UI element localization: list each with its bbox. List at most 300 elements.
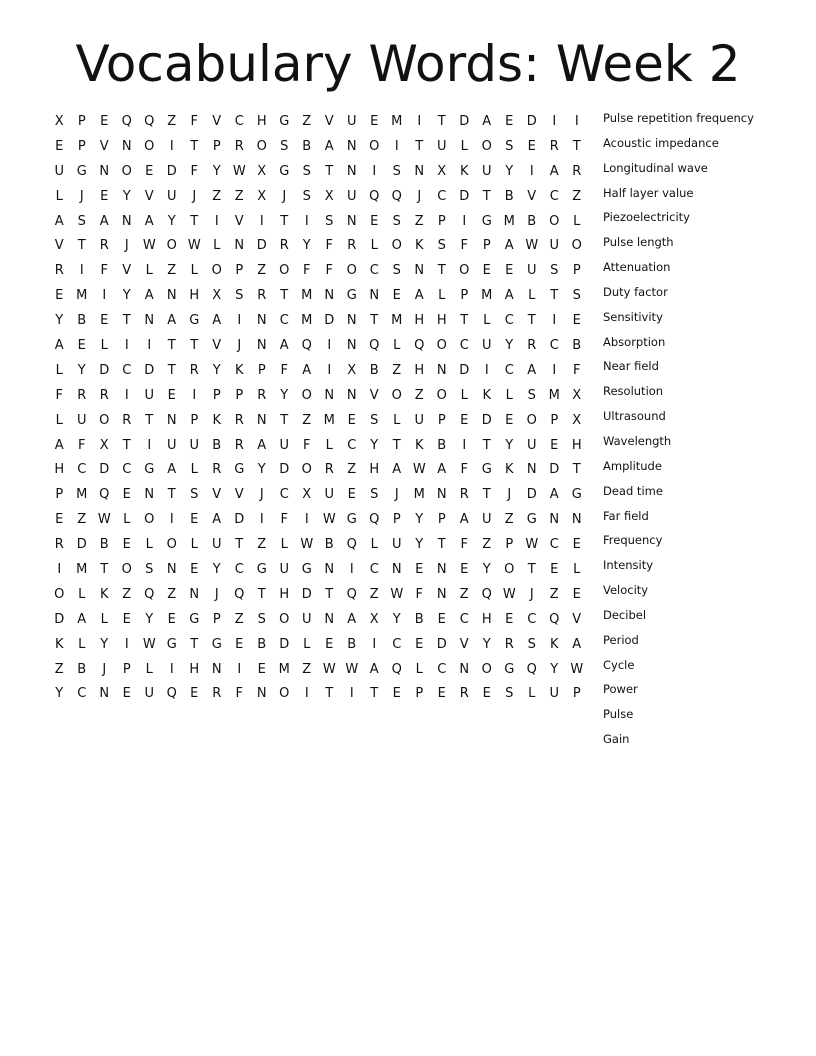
word-list-item: Period [603,632,639,647]
grid-letter: T [145,412,154,428]
grid-letter: R [77,387,87,403]
grid-letter: L [280,537,288,553]
grid-letter: T [100,562,109,578]
grid-letter: V [122,263,132,279]
grid-row [48,259,588,284]
grid-letter: F [100,263,108,279]
grid-letter: U [279,562,289,578]
grid-row [48,533,588,558]
grid-letter: E [550,562,559,578]
grid-letter: C [369,263,379,279]
grid-letter: E [505,263,514,279]
grid-letter: Y [482,562,491,578]
grid-letter: A [144,288,154,304]
grid-letter: I [327,338,332,354]
grid-letter: Z [257,263,267,279]
grid-letter: L [55,188,63,204]
grid-letter: C [392,636,402,652]
grid-letter: Q [549,611,560,627]
grid-letter: O [166,238,177,254]
grid-letter: I [304,512,309,528]
grid-letter: D [256,238,267,254]
grid-letter: U [76,412,87,428]
grid-letter: M [76,487,88,503]
grid-letter: E [415,562,424,578]
grid-letter: H [54,462,65,478]
grid-letter: W [525,238,539,254]
grid-letter: E [460,562,469,578]
word-search-grid [48,110,588,707]
grid-letter: U [346,114,357,129]
grid-letter: T [527,313,536,329]
grid-letter: R [122,412,132,428]
grid-letter: V [234,487,244,503]
grid-letter: G [256,562,267,578]
grid-letter: D [99,462,110,478]
grid-letter: F [280,512,288,528]
grid-letter: O [301,387,312,403]
grid-letter: I [169,512,174,528]
word-list-item: Pulse length [603,235,674,250]
grid-letter: N [166,288,177,304]
grid-letter: A [54,338,64,354]
grid-letter: C [504,362,514,378]
grid-letter: O [166,537,177,553]
grid-letter: Y [280,387,289,403]
grid-row [48,334,588,359]
grid-letter: V [572,611,582,627]
grid-letter: F [78,437,86,453]
grid-letter: C [77,686,87,702]
grid-letter: C [437,661,447,677]
grid-letter: C [549,188,559,204]
grid-letter: X [572,412,582,428]
grid-letter: I [169,661,174,677]
grid-letter: Y [167,213,176,229]
grid-letter: S [392,263,401,279]
grid-letter: J [417,188,422,204]
grid-letter: W [187,238,201,254]
grid-letter: P [550,412,559,428]
word-list-item: Wavelength [603,433,672,448]
grid-letter: N [436,562,447,578]
grid-letter: T [437,263,446,279]
grid-letter: E [347,412,356,428]
grid-letter: L [393,338,401,354]
grid-letter: E [190,562,199,578]
grid-letter: N [436,586,447,602]
grid-letter: L [438,288,446,304]
grid-letter: S [145,562,154,578]
grid-letter: N [346,313,357,329]
grid-letter: L [573,562,581,578]
grid-letter: U [54,163,64,179]
word-list-item: Intensity [603,558,654,573]
grid-letter: U [279,437,289,453]
grid-letter: N [369,288,380,304]
grid-letter: V [212,114,222,129]
grid-letter: N [166,412,177,428]
grid-row [48,633,588,658]
grid-letter: Y [505,338,514,354]
grid-letter: T [167,338,176,354]
grid-letter: T [122,313,131,329]
grid-letter: A [527,362,537,378]
grid-letter: O [391,387,402,403]
grid-letter: E [122,537,131,553]
word-list-item: Pulse [603,707,634,722]
grid-letter: P [505,537,514,553]
grid-letter: A [279,338,289,354]
grid-letter: Z [257,537,267,553]
word-list-item: Sensitivity [603,309,663,324]
grid-letter: R [572,163,582,179]
grid-letter: L [573,213,581,229]
grid-letter: L [370,537,378,553]
grid-letter: B [257,636,267,652]
grid-letter: V [459,636,469,652]
grid-letter: R [324,462,334,478]
grid-letter: Z [234,188,244,204]
grid-letter: N [256,338,267,354]
grid-letter: L [55,362,63,378]
grid-letter: X [212,288,222,304]
grid-letter: N [211,661,222,677]
grid-letter: P [235,387,244,403]
grid-letter: Y [257,462,266,478]
grid-letter: N [256,412,267,428]
grid-letter: R [54,263,64,279]
grid-letter: N [414,163,425,179]
grid-letter: D [99,362,110,378]
grid-letter: T [482,188,491,204]
grid-letter: N [144,487,155,503]
grid-letter: L [393,412,401,428]
grid-letter: C [122,362,132,378]
grid-letter: T [325,686,334,702]
grid-letter: I [372,636,377,652]
grid-letter: Q [369,188,380,204]
grid-letter: O [481,138,492,154]
grid-letter: W [322,661,336,677]
grid-letter: B [212,437,222,453]
grid-letter: A [302,362,312,378]
grid-letter: A [212,512,222,528]
grid-letter: E [415,636,424,652]
grid-letter: L [370,238,378,254]
grid-letter: A [482,114,492,129]
grid-letter: A [54,213,64,229]
grid-letter: U [301,611,312,627]
grid-letter: T [190,636,199,652]
grid-letter: D [436,636,447,652]
grid-letter: O [256,138,267,154]
grid-letter: M [76,288,88,304]
grid-letter: L [190,537,198,553]
grid-letter: W [570,661,584,677]
grid-letter: U [481,163,492,179]
grid-letter: T [550,288,559,304]
grid-letter: L [190,263,198,279]
grid-letter: P [437,213,446,229]
grid-letter: R [234,138,244,154]
grid-letter: B [77,313,87,329]
grid-letter: E [167,387,176,403]
grid-letter: Q [234,586,245,602]
grid-letter: W [300,537,314,553]
grid-letter: E [190,512,199,528]
grid-letter: G [571,487,582,503]
grid-letter: G [481,462,492,478]
word-list [603,108,813,754]
grid-letter: M [76,562,88,578]
grid-letter: E [392,686,401,702]
grid-letter: Q [526,661,537,677]
grid-letter: Q [144,586,155,602]
grid-letter: L [528,288,536,304]
grid-letter: U [414,412,424,428]
grid-letter: B [414,611,424,627]
grid-letter: B [527,213,537,229]
grid-letter: L [123,512,131,528]
grid-letter: K [459,163,469,179]
grid-letter: P [190,412,199,428]
grid-letter: G [166,636,177,652]
grid-letter: G [279,114,290,129]
grid-letter: N [99,163,110,179]
grid-letter: I [79,263,84,279]
grid-letter: U [481,338,492,354]
word-list-item: Attenuation [603,260,671,275]
grid-letter: T [280,412,289,428]
grid-letter: W [142,238,156,254]
word-list-item: Frequency [603,533,663,548]
grid-letter: C [527,611,537,627]
grid-letter: N [189,586,200,602]
grid-letter: E [437,686,446,702]
grid-letter: J [192,188,197,204]
grid-letter: S [235,288,244,304]
grid-letter: D [324,313,335,329]
grid-letter: Y [122,288,131,304]
grid-letter: F [460,462,468,478]
grid-letter: W [502,586,516,602]
grid-row [48,483,588,508]
grid-letter: E [572,313,581,329]
grid-letter: P [572,263,581,279]
grid-letter: Z [459,586,469,602]
grid-letter: Q [414,338,425,354]
grid-letter: I [484,362,489,378]
grid-letter: D [459,362,470,378]
word-list-item: Power [603,682,638,697]
grid-letter: P [235,263,244,279]
grid-letter: T [437,114,446,129]
grid-letter: T [235,537,244,553]
grid-letter: E [122,487,131,503]
grid-letter: O [549,213,560,229]
grid-letter: C [549,338,559,354]
grid-letter: G [301,562,312,578]
grid-letter: A [99,213,109,229]
grid-letter: G [234,462,245,478]
grid-letter: C [369,562,379,578]
grid-letter: E [100,313,109,329]
grid-letter: F [303,437,311,453]
grid-letter: M [481,288,493,304]
grid-letter: O [279,686,290,702]
grid-letter: J [529,586,534,602]
grid-letter: D [549,462,560,478]
grid-letter: Y [122,188,131,204]
grid-letter: U [144,387,154,403]
grid-letter: T [482,487,491,503]
grid-letter: I [349,686,354,702]
grid-letter: P [212,387,221,403]
grid-letter: I [372,163,377,179]
grid-letter: K [504,462,514,478]
grid-letter: Y [505,163,514,179]
grid-letter: X [369,611,379,627]
grid-letter: I [237,313,242,329]
grid-letter: J [237,338,242,354]
word-list-item: Absorption [603,334,666,349]
grid-letter: L [325,437,333,453]
grid-letter: F [325,263,333,279]
grid-letter: L [145,661,153,677]
grid-letter: F [460,238,468,254]
grid-letter: N [436,487,447,503]
grid-letter: N [256,313,267,329]
grid-letter: N [549,512,560,528]
grid-letter: X [54,114,64,129]
grid-letter: R [527,338,537,354]
grid-letter: E [77,338,86,354]
grid-letter: H [414,313,425,329]
grid-letter: O [279,263,290,279]
grid-letter: D [301,586,312,602]
grid-letter: D [279,462,290,478]
grid-letter: E [460,412,469,428]
grid-letter: E [347,487,356,503]
grid-letter: A [572,636,582,652]
grid-letter: Q [369,338,380,354]
grid-letter: S [280,138,289,154]
word-list-item: Decibel [603,607,647,622]
grid-letter: Q [346,537,357,553]
grid-letter: W [97,512,111,528]
grid-letter: K [482,387,492,403]
grid-letter: F [235,686,243,702]
grid-letter: E [325,636,334,652]
grid-letter: L [460,387,468,403]
grid-letter: N [324,611,335,627]
grid-letter: A [167,462,177,478]
grid-letter: C [279,313,289,329]
grid-letter: D [279,636,290,652]
grid-letter: Z [234,611,244,627]
grid-letter: P [55,487,64,503]
grid-letter: I [529,163,534,179]
grid-letter: J [102,661,107,677]
grid-letter: C [77,462,87,478]
grid-letter: R [459,686,469,702]
grid-letter: E [100,188,109,204]
grid-letter: G [144,462,155,478]
grid-letter: Z [167,586,177,602]
grid-letter: U [549,686,559,702]
grid-letter: P [415,686,424,702]
grid-letter: L [415,661,423,677]
grid-letter: K [414,437,424,453]
grid-letter: N [346,387,357,403]
grid-letter: F [415,586,423,602]
grid-letter: Y [415,512,424,528]
grid-letter: G [189,611,200,627]
grid-letter: P [482,238,491,254]
grid-letter: C [122,462,132,478]
grid-letter: V [144,188,154,204]
grid-letter: K [212,412,222,428]
grid-letter: R [257,288,267,304]
grid-letter: I [462,213,467,229]
word-list-item: Half layer value [603,185,694,200]
grid-letter: Q [391,188,402,204]
word-list-item: Far field [603,508,649,523]
grid-letter: A [167,313,177,329]
grid-letter: T [415,138,424,154]
grid-letter: Y [370,437,379,453]
grid-letter: R [99,238,109,254]
grid-letter: T [370,686,379,702]
grid-letter: G [211,636,222,652]
grid-letter: I [394,138,399,154]
grid-letter: I [147,338,152,354]
grid-letter: Y [415,537,424,553]
grid-letter: H [256,114,267,129]
grid-letter: C [549,537,559,553]
grid-letter: G [504,661,515,677]
grid-letter: D [526,114,537,129]
grid-letter: G [76,163,87,179]
grid-letter: H [436,313,447,329]
word-list-item: Cycle [603,657,635,672]
grid-letter: J [124,238,129,254]
grid-letter: J [282,188,287,204]
grid-letter: A [549,487,559,503]
grid-letter: Z [122,586,132,602]
grid-letter: O [391,238,402,254]
grid-letter: R [549,138,559,154]
grid-letter: H [189,661,200,677]
grid-letter: E [235,636,244,652]
grid-letter: U [211,537,222,553]
grid-row [48,558,588,583]
grid-letter: V [212,338,222,354]
grid-letter: X [257,188,267,204]
grid-letter: X [324,188,334,204]
grid-letter: R [279,238,289,254]
grid-letter: T [190,138,199,154]
grid-letter: I [192,387,197,403]
grid-letter: W [345,661,359,677]
grid-letter: E [505,611,514,627]
grid-letter: O [121,163,132,179]
grid-letter: A [459,512,469,528]
grid-letter: V [369,387,379,403]
grid-letter: S [257,611,266,627]
grid-letter: O [369,138,380,154]
